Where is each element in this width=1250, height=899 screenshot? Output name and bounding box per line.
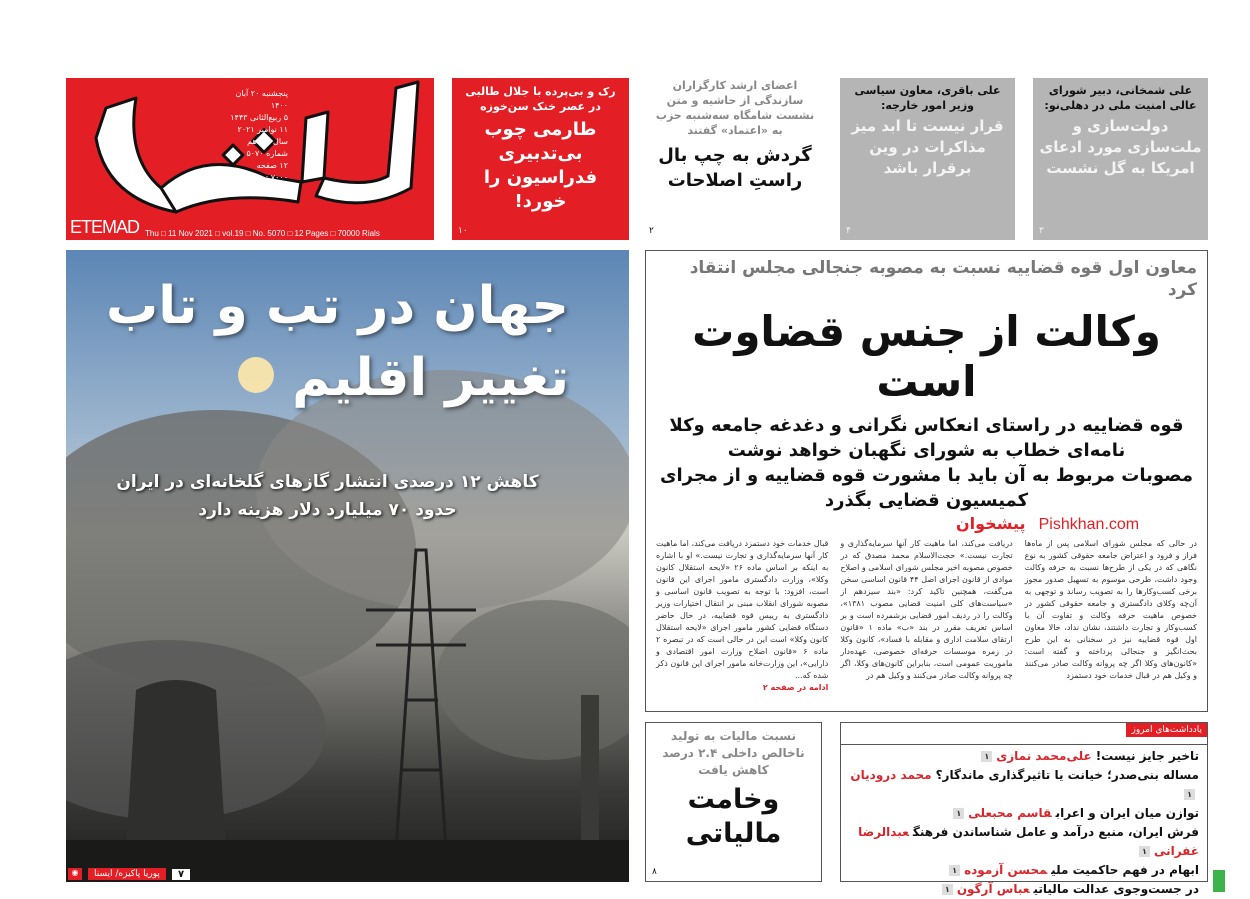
note-item[interactable]	[849, 861, 1199, 880]
todays-notes	[840, 722, 1208, 896]
page-number: ۴	[846, 226, 851, 236]
date-line: پنجشنبه ۲۰ آبان ۱۴۰۰	[235, 89, 288, 110]
teaser-kicker: رک و بی‌پرده با جلال طالبی در عصر خنک سن‌خوزه	[465, 85, 616, 113]
note-title: ابهام در فهم حاکمیت ملی	[1051, 863, 1199, 877]
teaser-headline: قرار نیست تا ابد میز مذاکرات در وین برقرار باشد	[851, 117, 1004, 177]
date-line: ۱۱ نوامبر ۲۰۲۱	[237, 125, 288, 134]
body-text: قبال خدمات خود دستمزد دریافت می‌کند، اما ماهیت کار آنها سرمایه‌گذاری و تجارت نیست.» او با اشاره به اینکه بر اساس ماده ۲۶ «لایحه استقلال کانون وکلا»، وزارت دادگستری مامور اجرای این قانون است، افزود: با توجه به تصویب قانون اساسی و مصوبه شورای انقلاب مبنی بر انتقال اختیارات وزیر دادگستری به رییس قوه قضاییه، در حال حاضر دستگاه قضایی کشور مامور اجرای «لایحه استقلال کانون وکلا» است این در حالی است که در تبصره ۲ ماده ۶ «قانون اصلاح وزارت امور اقتصادی و دارایی»، این وزارت‌خانه مامور اجرای این قانون ذکر شده که...	[656, 539, 829, 680]
photo-credit	[68, 868, 190, 880]
note-author: عباس آرگون	[956, 882, 1030, 896]
note-author: عبدالرضا غفرانی	[858, 825, 1199, 858]
note-item[interactable]	[849, 880, 1199, 899]
page-number: ۱	[953, 808, 964, 819]
page-number: ۱	[942, 884, 953, 895]
teaser-kicker: علی باقری، معاون سیاسی وزیر امور خارجه:	[854, 84, 1001, 112]
page-number: ۱	[949, 865, 960, 876]
lead-line: قوه قضاییه در راستای انعکاس نگرانی و دغدغه جامعه وکلا	[669, 415, 1184, 436]
note-item[interactable]	[849, 747, 1199, 766]
climate-photo-story[interactable]	[66, 250, 629, 882]
note-author: علی‌محمد نمازی	[996, 749, 1092, 763]
teaser-tax[interactable]	[645, 722, 822, 882]
masthead-footer	[70, 217, 380, 238]
cooling-tower	[126, 680, 226, 850]
body-column	[656, 538, 828, 694]
page-number: ۷	[172, 869, 190, 880]
teaser-kicker: نسبت مالیات به تولید ناخالص داخلی ۲.۴ درصد کاهش یافت	[662, 729, 805, 777]
teaser-headline: گردش به چپ بال راستِ اصلاحات	[658, 145, 812, 191]
teaser-headline: دولت‌سازی و ملت‌سازی مورد ادعای امریکا به گل نشست	[1039, 117, 1202, 177]
body-column: در حالی که مجلس شورای اسلامی پس از ماه‌ها فراز و فرود و اعتراض جامعه حقوقی کشور به نوع نگاهی که در یکی از طرح‌ها نسبت به حرفه وکالت وجود داشت، طرحی موسوم به تسهیل صدور مجوز برخی کسب‌وکارها را به تصویب رساند و توجهی به آن‌چه وکلای دادگستری و جامعه حقوقی کشور در خصوص ماهیت حرفه وکالت و تفاوت آن با کسب‌وکار و تجارت داشتند، نشان نداد، حالا معاون اول قوه قضاییه نیز در سخنانی به این طرح بحث‌انگیز و جنجالی پرداخته و گفته است: «کانون‌های وکلا اگر چه پروانه وکالت صادر می‌کنند و وکیل هم در قبال خدمات خود دستمزد	[1024, 539, 1197, 680]
note-author: محمد درودیان	[850, 768, 932, 782]
headline-line: تغییر اقلیم	[292, 348, 569, 408]
date-line: شماره ۵۰۷۰	[246, 149, 288, 158]
headline-line: مالیاتی	[685, 818, 782, 849]
brand-name: ETEMAD	[70, 217, 140, 237]
teaser-kicker: اعضای ارشد کارگزاران سازندگی از حاشیه و متن نشست شامگاه سه‌شنبه حزب به «اعتماد» گفتند	[655, 79, 815, 137]
date-line: ۷۰۰۰ تومان	[249, 173, 288, 182]
note-title: در جست‌وجوی عدالت مالیاتی	[1033, 882, 1199, 896]
story-body	[656, 538, 1197, 694]
continued-link[interactable]: ادامه در صفحه ۲	[762, 683, 829, 692]
story-lead	[656, 413, 1197, 513]
lead-story[interactable]	[645, 250, 1208, 712]
note-title: مساله بنی‌صدر؛ خیانت یا تاثیرگذاری ماندگار؟	[935, 768, 1199, 782]
watermark	[656, 513, 1197, 536]
subheadline-line: کاهش ۱۲ درصدی انتشار گازهای گلخانه‌ای در ایران	[116, 472, 539, 492]
chimney	[581, 695, 599, 845]
teaser-politics[interactable]	[645, 78, 825, 240]
notes-title: یادداشت‌های امروز	[1126, 723, 1207, 737]
note-author: قاسم محبعلی	[968, 806, 1052, 820]
green-edge-marker	[1213, 870, 1225, 892]
watermark-en: Pishkhan.com	[1038, 516, 1140, 533]
body-column: دریافت می‌کند، اما ماهیت کار آنها سرمایه‌گذاری و تجارت نیست.» حجت‌الاسلام محمد مصدق که در خصوص مصوبه اخیر مجلس شورای اسلامی و اصلاح موادی از قانون اجرای اصل ۴۴ قانون اساسی سخن می‌گفت، همچنین تاکید کرد: «بند سیزدهم از «سیاست‌های کلی امنیت قضایی مصوب ۱۳۸۱»، وکالت را در ردیف امور قضایی برشمرده است و بر اساس تعریف مقرر در بند «ب» ماده ۱ «قانون ارتقای سلامت اداری و مقابله با فساد»، کانون وکلا در زمره موسسات حرفه‌ای خصوصی، عهده‌دار ماموریت عمومی است، بنابراین کانون‌های وکلا، اگر چه پروانه وکالت صادر می‌کنند و وکیل هم در	[840, 539, 1013, 680]
photo-subheadline	[66, 468, 589, 524]
lead-line: کمیسیون قضایی بگذرد	[824, 490, 1029, 511]
note-title: تاخیر جایز نیست!	[1095, 749, 1199, 763]
masthead	[66, 78, 434, 240]
story-headline: وکالت از جنس قضاوت است	[692, 307, 1161, 406]
headline-line: وخامت	[687, 784, 780, 815]
date-line: ۵ ربیع‌الثانی ۱۴۴۳	[230, 113, 288, 122]
teaser-kicker: علی شمخانی، دبیر شورای عالی امنیت ملی در دهلی‌نو:	[1044, 84, 1197, 112]
date-block	[216, 88, 288, 184]
story-kicker: معاون اول قوه قضاییه نسبت به مصوبه جنجالی مجلس انتقاد کرد	[689, 258, 1197, 300]
photo-headline	[106, 270, 569, 414]
teaser-headline	[652, 783, 815, 851]
divider	[841, 744, 1207, 745]
page-number: ۲	[649, 226, 654, 236]
teaser-vienna[interactable]	[840, 78, 1015, 240]
page-number: ۸	[652, 867, 657, 877]
page-number: ۱	[981, 751, 992, 762]
note-title: توازن میان ایران و اعراب	[1055, 806, 1199, 820]
page-number: ۱۰	[458, 226, 468, 236]
page-number: ۳	[1039, 226, 1044, 236]
note-title: فرش ایران، منبع درآمد و عامل شناساندن فرهنگ	[912, 825, 1199, 839]
lead-line: مصوبات مربوط به آن باید با مشورت قوه قضاییه و از مجرای	[659, 465, 1194, 486]
date-line: ۱۲ صفحه	[256, 161, 288, 170]
watermark-fa: پیشخوان	[956, 514, 1026, 533]
issue-info: Thu □ 11 Nov 2021 □ vol.19 □ No. 5070 □ 12 Pages □ 70000 Rials	[145, 229, 380, 238]
page-number: ۱	[1184, 789, 1195, 800]
note-author: محسن آزموده	[964, 863, 1048, 877]
teaser-headline: طارمی چوب بی‌تدبیری فدراسیون را خورد!	[483, 119, 598, 212]
teaser-sport[interactable]	[452, 78, 629, 240]
camera-icon: ◉	[68, 868, 82, 880]
teaser-shamkhani[interactable]	[1033, 78, 1208, 240]
date-line: سال نوزدهم	[247, 137, 288, 146]
subheadline-line: حدود ۷۰ میلیارد دلار هزینه دارد	[198, 500, 457, 520]
photographer: پوریا پاکیزه/ ایسنا	[88, 868, 166, 880]
lead-line: نامه‌ای خطاب به شورای نگهبان خواهد نوشت	[727, 440, 1126, 461]
note-item[interactable]	[849, 823, 1199, 861]
page-number: ۱	[1139, 846, 1150, 857]
note-item[interactable]	[849, 766, 1199, 804]
headline-line: جهان در تب و تاب	[106, 276, 569, 336]
note-item[interactable]	[849, 804, 1199, 823]
